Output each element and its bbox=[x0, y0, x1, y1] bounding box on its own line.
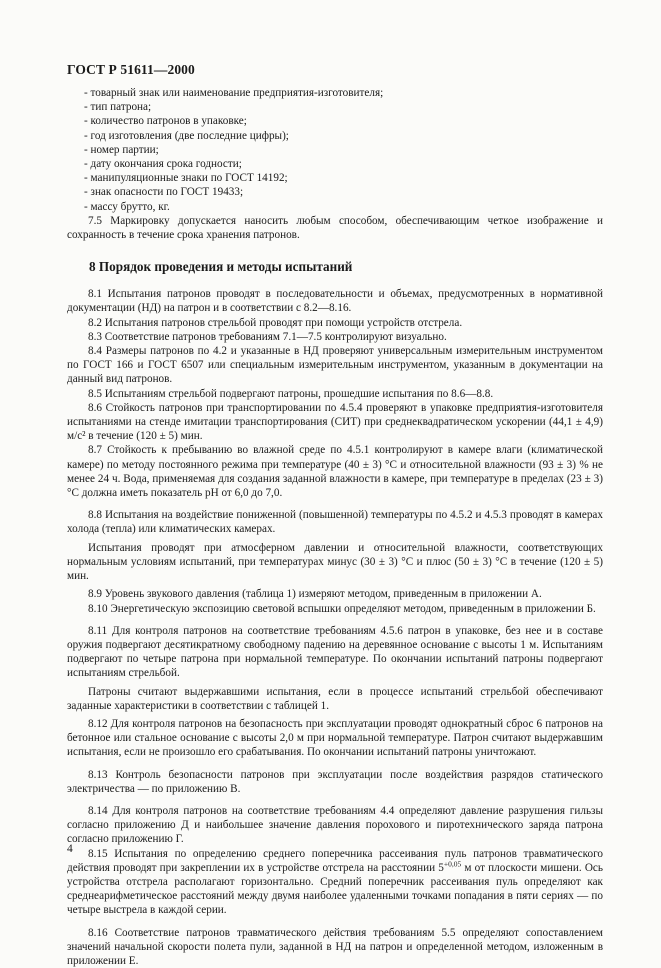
paragraph-8-10: 8.10 Энергетическую экспозицию световой вспышки определяют методом, приведенным в приложении Б. bbox=[88, 602, 596, 615]
paragraph-8-5: 8.5 Испытаниям стрельбой подвергают патроны, прошедшие испытания по 8.6—8.8. bbox=[88, 387, 494, 400]
paragraph-8-15-text-continued: м от плоскости мишени. Ось устройства отстрела располагают горизонтально. Средний поперечник рассеивания пуль определяют как среднеарифметическое расстояний между двумя наиболее удаленными точками попадания в пяти сериях — по четыре выстрела в каждой серии. bbox=[67, 861, 603, 917]
paragraph-8-11-continued: Патроны считают выдержавшими испытания, если в процессе испытаний стрельбой обеспечивают заданные характеристики в соответствии с таблицей 1. bbox=[67, 685, 603, 712]
paragraph-8-8-continued: Испытания проводят при атмосферном давлении и относительной влажности, соответствующих нормальным условиям испытаний, при температурах минус (30 ± 3) °С и плюс (50 ± 3) °С в течение (120 ± 5) мин. bbox=[67, 541, 603, 583]
paragraph-8-14: 8.14 Для контроля патронов на соответствие требованиям 4.4 определяют давление разрушения гильзы согласно приложению Д и наибольшее значение давления порохового и пиротехнического заряда патрона согласно приложению Г. bbox=[67, 804, 603, 846]
list-item: - манипуляционные знаки по ГОСТ 14192; bbox=[84, 172, 288, 185]
paragraph-8-4: 8.4 Размеры патронов по 4.2 и указанные в НД проверяют универсальным измерительным инструментом по ГОСТ 166 и ГОСТ 6507 или специальным измерительным инструментом, указанным в документации на данный вид патронов. bbox=[67, 345, 603, 386]
list-item: - количество патронов в упаковке; bbox=[84, 115, 247, 128]
document-header: ГОСТ Р 51611—2000 bbox=[67, 62, 195, 77]
list-item: - дату окончания срока годности; bbox=[84, 158, 242, 171]
paragraph-8-12: 8.12 Для контроля патронов на безопасность при эксплуатации проводят однократный сброс 6 патронов на бетонное или стальное основание с высоты 2,0 м при нормальной температуре. Патрон считают выдержавшим испытания, если не произошло его срабатывания. По окончании испытаний патроны уничтожают. bbox=[67, 717, 603, 759]
paragraph-8-15-text: 8.15 Испытания по определению среднего поперечника рассеивания пуль патронов травматического действия проводят при закреплении их в устройстве отстрела на расстоянии 5 bbox=[67, 847, 603, 874]
list-item: - тип патрона; bbox=[84, 101, 152, 114]
list-item: - знак опасности по ГОСТ 19433; bbox=[84, 186, 244, 199]
paragraph-8-6: 8.6 Стойкость патронов при транспортировании по 4.5.4 проверяют в упаковке предприятия-изготовителя испытаниями на стенде имитации транспортирования (СИТ) при среднеквадратическом ускорении (44,1 ± 4,9) м/с² в течение (120 ± 5) мин. bbox=[67, 401, 603, 443]
paragraph-8-8: 8.8 Испытания на воздействие пониженной (повышенной) температуры по 4.5.2 и 4.5.3 проводят в камерах холода (тепла) или климатических камерах. bbox=[67, 509, 603, 536]
paragraph-8-7: 8.7 Стойкость к пребыванию во влажной среде по 4.5.1 контролируют в камере влаги (климатической камере) по методу постоянного режима при температуре (40 ± 3) °С и относительной влажности (93 ± 3) % не менее 24 ч. Вода, применяемая для создания заданной влажности в камере, при температуре в пределах (23 ± 3) °С должна иметь показатель рН от 6,0 до 7,0. bbox=[67, 444, 603, 500]
list-item: - год изготовления (две последние цифры); bbox=[84, 129, 289, 142]
list-item: - массу брутто, кг. bbox=[84, 200, 170, 213]
document-body bbox=[67, 86, 603, 968]
paragraph-8-15 bbox=[67, 847, 603, 918]
paragraph-8-1: 8.1 Испытания патронов проводят в последовательности и объемах, предусмотренных в нормативной документации (НД) на патрон и в соответствии с 8.2—8.16. bbox=[67, 288, 603, 315]
section-heading: 8 Порядок проведения и методы испытаний bbox=[89, 259, 353, 275]
paragraph-8-3: 8.3 Соответствие патронов требованиям 7.1—7.5 контролируют визуально. bbox=[88, 330, 447, 343]
paragraph-8-16: 8.16 Соответствие патронов травматического действия требованиям 5.5 определяют сопоставлением значений начальной скорости полета пули, заданной в НД на патрон и определенной методом, изложенным в приложении Е. bbox=[67, 926, 603, 967]
tolerance-superscript: +0,05 bbox=[443, 859, 462, 869]
page-number: 4 bbox=[67, 843, 73, 855]
marking-list bbox=[67, 86, 603, 214]
list-item: - номер партии; bbox=[84, 143, 159, 156]
paragraph-8-11: 8.11 Для контроля патронов на соответствие требованиям 4.5.6 патрон в упаковке, без нее и в составе оружия подвергают десятикратному свободному падению на деревянное основание с высоты 1 м. Испытаниям подвергают по четыре патрона при нормальной температуре. По окончании испытаний патроны подвергают испытаниям стрельбой. bbox=[67, 624, 603, 680]
paragraph-8-13: 8.13 Контроль безопасности патронов при эксплуатации после воздействия разрядов статического электричества — по приложению В. bbox=[67, 768, 603, 795]
list-item: - товарный знак или наименование предприятия-изготовителя; bbox=[84, 87, 384, 99]
paragraph-7-5: 7.5 Маркировку допускается наносить любым способом, обеспечивающим четкое изображение и сохранность в течение срока хранения патронов. bbox=[67, 214, 603, 242]
paragraph-8-2: 8.2 Испытания патронов стрельбой проводят при помощи устройств отстрела. bbox=[88, 316, 463, 329]
paragraph-8-9: 8.9 Уровень звукового давления (таблица 1) измеряют методом, приведенным в приложении А. bbox=[88, 588, 542, 601]
